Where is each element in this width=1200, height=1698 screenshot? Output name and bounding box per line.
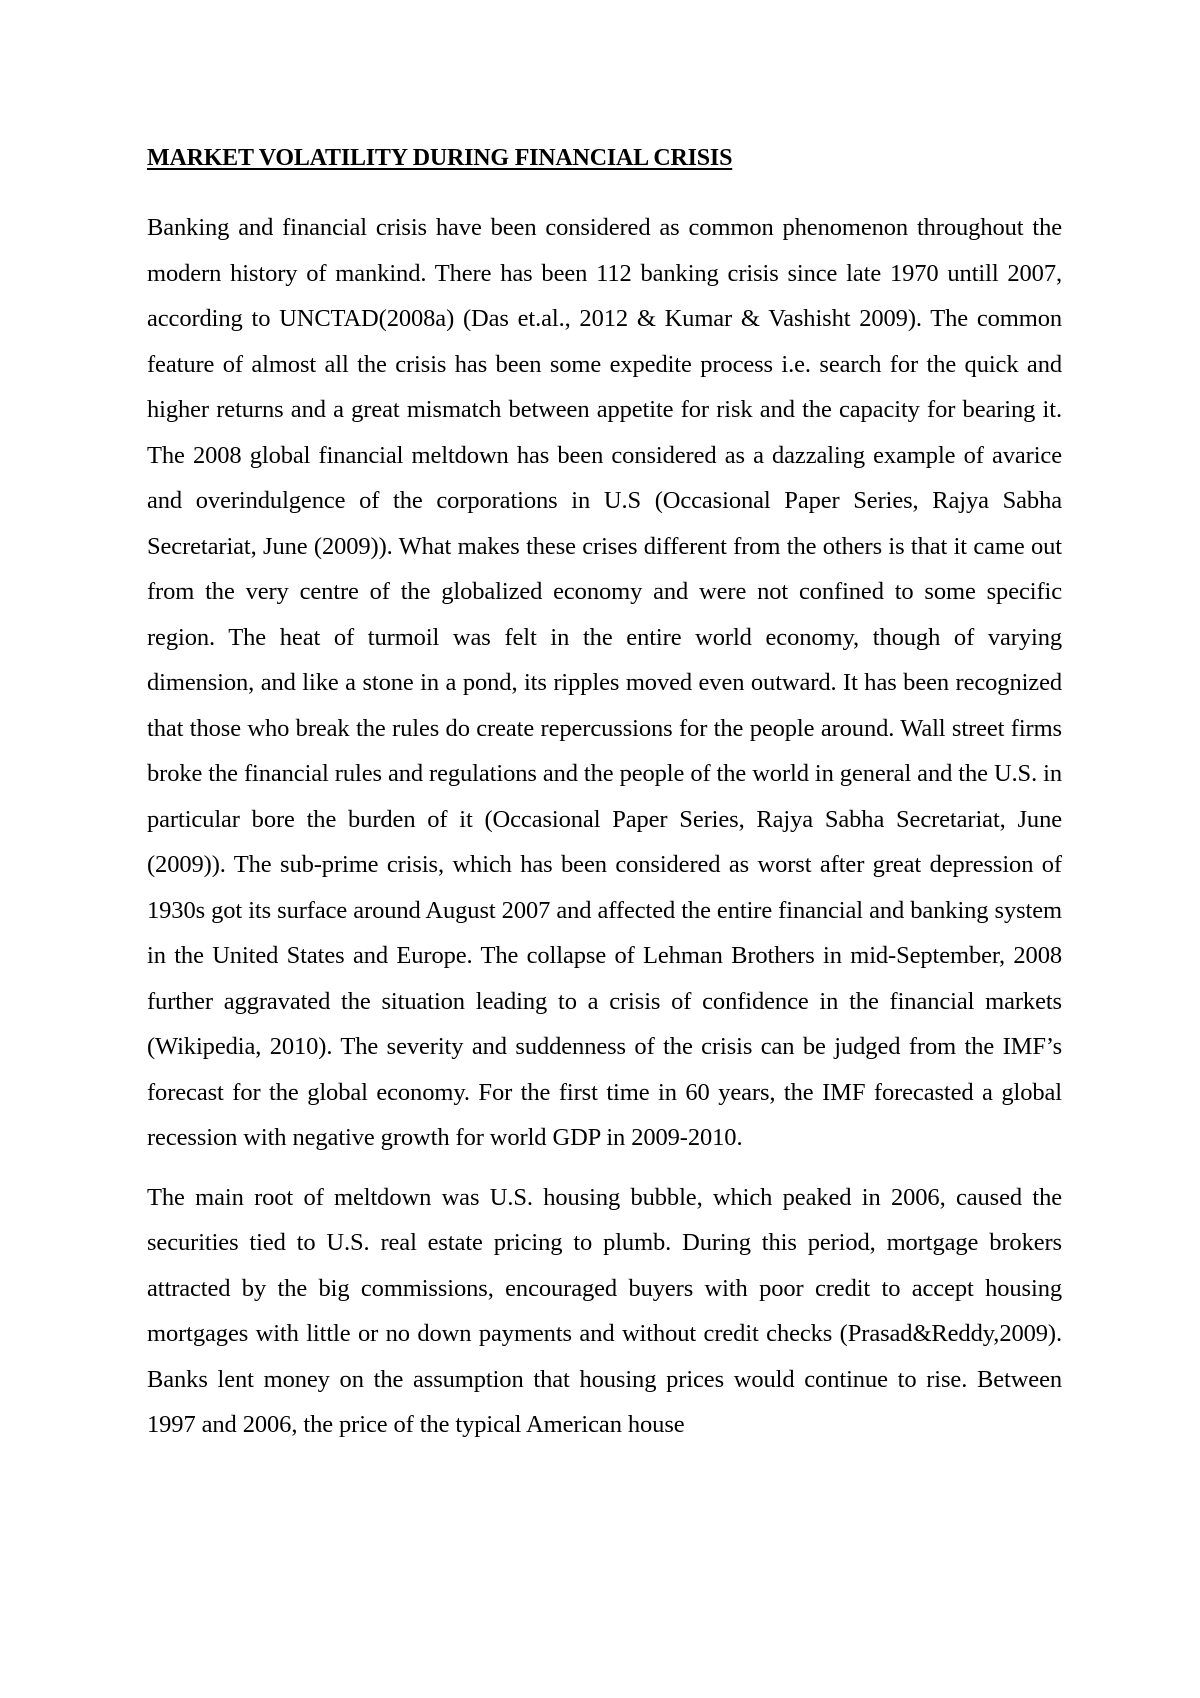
document-title: MARKET VOLATILITY DURING FINANCIAL CRISIS [147,145,733,171]
document-body [147,142,1062,1448]
paragraph-banking-crisis: Banking and financial crisis have been considered as common phenomenon throughout the modern history of mankind. There has been 112 banking crisis since late 1970 untill 2007, according to UNCTAD(2008a) (Das et.al., 2012 & Kumar & Vashisht 2009). The common feature of almost all the crisis has been some expedite process i.e. search for the quick and higher returns and a great mismatch between appetite for risk and the capacity for bearing it. The 2008 global financial meltdown has been considered as a dazzaling example of avarice and overindulgence of the corporations in U.S (Occasional Paper Series, Rajya Sabha Secretariat, June (2009)). What makes these crises different from the others is that it came out from the very centre of the globalized economy and were not confined to some specific region. The heat of turmoil was felt in the entire world economy, though of varying dimension, and like a stone in a pond, its ripples moved even outward. It has been recognized that those who break the rules do create repercussions for the people around. Wall street firms broke the financial rules and regulations and the people of the world in general and the U.S. in particular bore the burden of it (Occasional Paper Series, Rajya Sabha Secretariat, June (2009)). The sub-prime crisis, which has been considered as worst after great depression of 1930s got its surface around August 2007 and affected the entire financial and banking system in the United States and Europe. The collapse of Lehman Brothers in mid-September, 2008 further aggravated the situation leading to a crisis of confidence in the financial markets (Wikipedia, 2010). The severity and suddenness of the crisis can be judged from the IMF’s forecast for the global economy. For the first time in 60 years, the IMF forecasted a global recession with negative growth for world GDP in 2009-2010. [147,214,1062,1151]
paragraph-housing-bubble: The main root of meltdown was U.S. housing bubble, which peaked in 2006, caused the securities tied to U.S. real estate pricing to plumb. During this period, mortgage brokers attracted by the big commissions, encouraged buyers with poor credit to accept housing mortgages with little or no down payments and without credit checks (Prasad&Reddy,2009). Banks lent money on the assumption that housing prices would continue to rise. Between 1997 and 2006, the price of the typical American house [147,1183,1062,1438]
